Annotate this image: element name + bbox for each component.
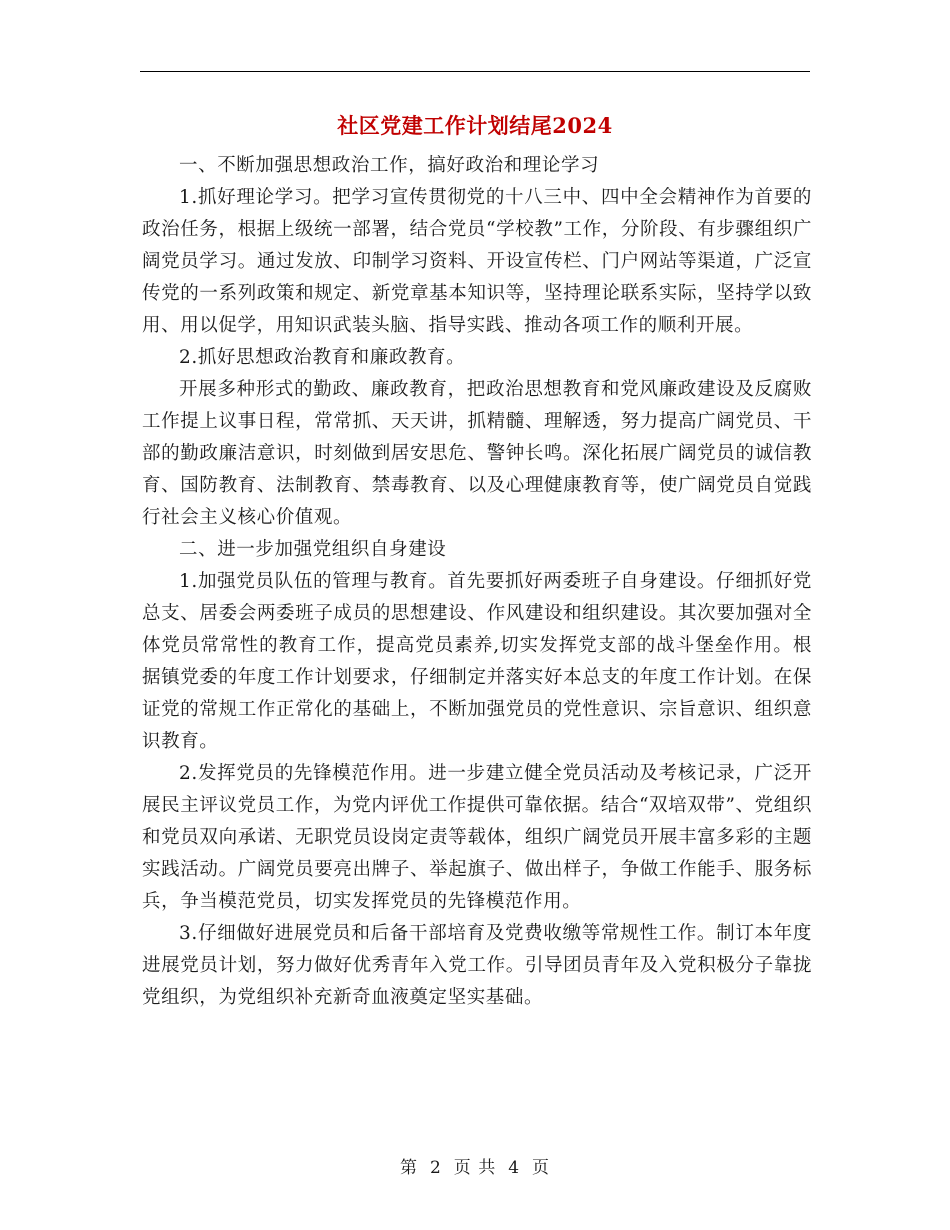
paragraph-theory-study: 1.抓好理论学习。把学习宣传贯彻党的十八三中、四中全会精神作为首要的政治任务，根据上级统一部署，结合党员“学校教”工作，分阶段、有步骤组织广阔党员学习。通过发放、印制学习资料、开设宣传栏、门户网站等渠道，广泛宣传党的一系列政策和规定、新党章基本知识等，坚持理论联系实际，坚持学以致用、用以促学，用知识武装头脑、指导实践、推动各项工作的顺利开展。: [142, 187, 812, 336]
page-footer: [0, 1153, 950, 1178]
footer-label-end: 页: [532, 1158, 551, 1178]
paragraph-vanguard-role: 2.发挥党员的先锋模范作用。进一步建立健全党员活动及考核记录，广泛开展民主评议党员工作，为党内评优工作提供可靠依据。结合“双培双带”、党组织和党员双向承诺、无职党员设岗定责等载体，组织广阔党员开展丰富多彩的主题实践活动。广阔党员要亮出牌子、举起旗子、做出样子，争做工作能手、服务标兵，争当模范党员，切实发挥党员的先锋模范作用。: [142, 763, 812, 912]
section-heading-2: 二、进一步加强党组织自身建设: [179, 539, 447, 560]
document-body: [142, 150, 812, 1014]
footer-current-page: 2: [429, 1158, 442, 1178]
footer-total-pages: 4: [508, 1158, 521, 1178]
paragraph-education-heading: 2.抓好思想政治教育和廉政教育。: [179, 347, 466, 368]
paragraph-member-management: 1.加强党员队伍的管理与教育。首先要抓好两委班子自身建设。仔细抓好党总支、居委会两委班子成员的思想建设、作风建设和组织建设。其次要加强对全体党员常常性的教育工作，提高党员素养,切实发挥党支部的战斗堡垒作用。根据镇党委的年度工作计划要求，仔细制定并落实好本总支的年度工作计划。在保证党的常规工作正常化的基础上，不断加强党员的党性意识、宗旨意识、组织意识教育。: [142, 571, 812, 752]
footer-label-page: 第: [399, 1158, 418, 1178]
section-heading-1: 一、不断加强思想政治工作，搞好政治和理论学习: [179, 155, 600, 176]
paragraph-integrity-education: 开展多种形式的勤政、廉政教育，把政治思想教育和党风廉政建设及反腐败工作提上议事日程，常常抓、天天讲，抓精髓、理解透，努力提高广阔党员、干部的勤政廉洁意识，时刻做到居安思危、警钟长鸣。深化拓展广阔党员的诚信教育、国防教育、法制教育、禁毒教育、以及心理健康教育等，使广阔党员自觉践行社会主义核心价值观。: [142, 379, 812, 528]
header-rule: [140, 71, 810, 72]
paragraph-routine-work: 3.仔细做好进展党员和后备干部培育及党费收缴等常规性工作。制订本年度进展党员计划，努力做好优秀青年入党工作。引导团员青年及入党积极分子靠拢党组织，为党组织补充新奇血液奠定坚实基础。: [142, 923, 812, 1008]
footer-label-of: 页 共: [453, 1158, 497, 1178]
document-title: 社区党建工作计划结尾2024: [337, 113, 613, 138]
